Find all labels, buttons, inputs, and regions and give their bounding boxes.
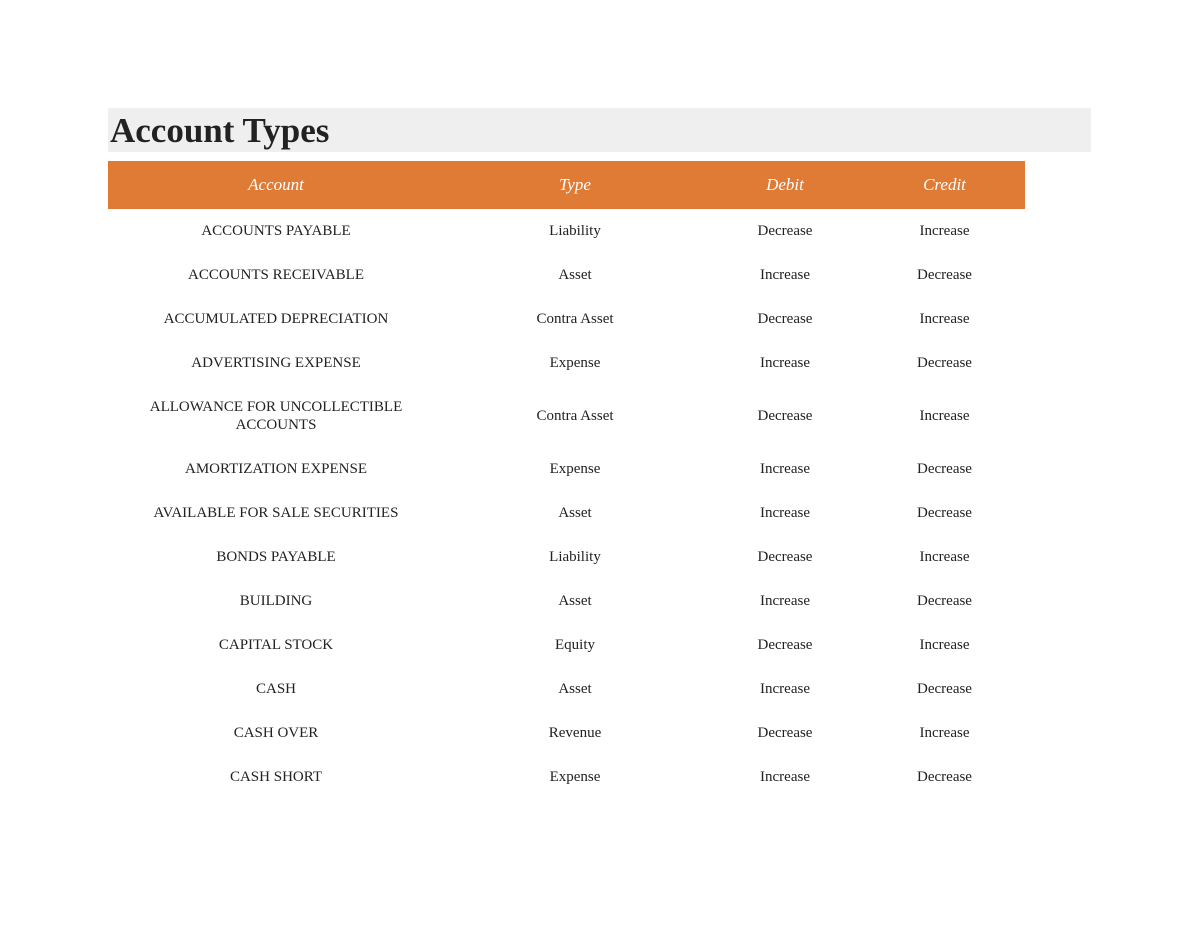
cell-type: Revenue [548,725,602,741]
cell-credit: Increase [919,637,970,653]
cell-account: ADVERTISING EXPENSE [191,355,361,371]
cell-type: Asset [558,267,592,283]
cell-credit: Increase [919,549,970,565]
cell-account: AMORTIZATION EXPENSE [184,461,367,477]
cell-type: Liability [549,223,601,239]
header-type: Type [444,161,706,209]
cell-credit: Increase [919,223,970,239]
cell-type: Equity [555,637,595,653]
cell-account: ACCUMULATED DEPRECIATION [163,311,389,327]
cell-account: ACCOUNTS PAYABLE [201,223,351,239]
header-debit: Debit [706,161,864,209]
table-row [108,535,1025,579]
cell-account: BONDS PAYABLE [216,549,336,565]
table-row [108,623,1025,667]
cell-debit: Decrease [757,311,813,327]
cell-debit: Increase [760,267,810,283]
cell-account: CASH SHORT [229,769,323,785]
cell-debit: Increase [760,505,810,521]
cell-type: Asset [558,505,592,521]
table-row [108,209,1025,253]
cell-account: AVAILABLE FOR SALE SECURITIES [153,505,399,521]
table-row [108,579,1025,623]
cell-account: ALLOWANCE FOR UNCOLLECTIBLE ACCOUNTS [149,399,403,433]
cell-credit: Decrease [917,461,972,477]
cell-debit: Increase [760,769,810,785]
cell-debit: Decrease [757,725,813,741]
header-credit: Credit [864,161,1025,209]
cell-credit: Decrease [917,769,972,785]
cell-type: Asset [558,681,592,697]
cell-type: Liability [549,549,601,565]
cell-debit: Decrease [757,408,813,424]
table-row [108,341,1025,385]
table-row [108,253,1025,297]
table-row [108,385,1025,447]
cell-account: CAPITAL STOCK [218,637,334,653]
account-types-table [108,161,1025,799]
table-row [108,447,1025,491]
cell-credit: Increase [919,725,970,741]
table-header-row [108,161,1025,209]
table-row [108,667,1025,711]
cell-debit: Decrease [757,549,813,565]
header-account: Account [108,161,444,209]
cell-type: Contra Asset [536,311,614,327]
title-bar [108,108,1091,152]
cell-type: Expense [549,461,601,477]
page-title: Account Types [110,111,330,150]
cell-credit: Increase [919,408,970,424]
cell-credit: Increase [919,311,970,327]
cell-account: CASH OVER [233,725,319,741]
table-row [108,711,1025,755]
table-row [108,297,1025,341]
cell-credit: Decrease [917,681,972,697]
cell-debit: Decrease [757,637,813,653]
cell-account: CASH [255,681,296,697]
table-row [108,755,1025,799]
cell-credit: Decrease [917,505,972,521]
cell-credit: Decrease [917,593,972,609]
cell-debit: Increase [760,681,810,697]
cell-debit: Increase [760,461,810,477]
cell-type: Contra Asset [536,408,614,424]
cell-credit: Decrease [917,355,972,371]
cell-debit: Increase [760,593,810,609]
cell-type: Expense [549,355,601,371]
cell-account: ACCOUNTS RECEIVABLE [188,267,364,283]
cell-debit: Decrease [757,223,813,239]
cell-credit: Decrease [917,267,972,283]
cell-type: Asset [558,593,592,609]
cell-debit: Increase [760,355,810,371]
cell-type: Expense [549,769,601,785]
cell-account: BUILDING [239,593,313,609]
table-row [108,491,1025,535]
